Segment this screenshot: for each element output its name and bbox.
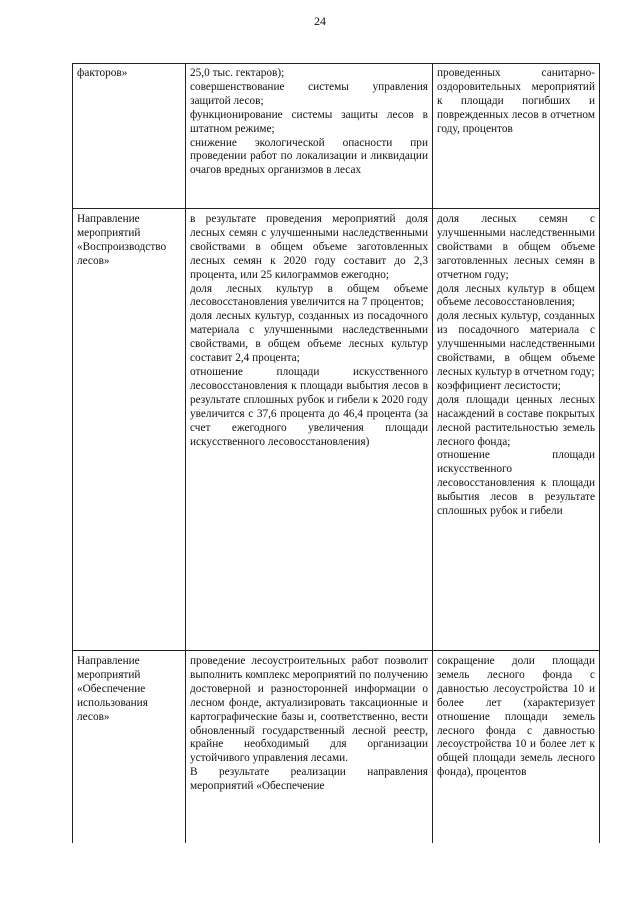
table-cell-direction [77, 67, 181, 81]
cell-paragraph: факторов» [77, 67, 128, 79]
table-cell-results [190, 655, 428, 794]
cell-paragraph: доля лесных культур в общем объеме лесовосстановления увеличится на 7 процентов; [190, 282, 428, 309]
table-cell-direction [77, 655, 181, 725]
cell-paragraph: совершенствование системы управления защитой лесов; [190, 80, 428, 107]
cell-paragraph: проведенных санитарно-оздоровительных мероприятий к площади погибших и поврежденных лесов в отчетном году, процентов [437, 67, 595, 135]
cell-paragraph: в результате проведения мероприятий доля лесных семян с улучшенными наследственными свойствами в общем объеме заготовленных лесных семян к 2020 году составит до 2,3 процента, или 25 килограммов ежегодно; [190, 213, 428, 281]
cell-paragraph: сокращение доли площади земель лесного фонда с давностью лесоустройства 10 и более лет (характеризует отношение площади земель лесного фонда с давностью лесоустройства 10 и более лет к общей площади земель лесного фонда), процентов [437, 655, 595, 779]
cell-paragraph: Направление мероприятий «Обеспечение использования лесов» [77, 655, 148, 723]
table-cell-results [190, 213, 428, 449]
cell-paragraph: доля лесных семян с улучшенными наследственными свойствами в общем объеме заготовленных лесных семян в отчетном году; [437, 213, 595, 281]
cell-paragraph: доля лесных культур, созданных из посадочного материала с улучшенными наследственными свойствами, в общем объеме лесных культур составит 2,4 процента; [190, 310, 428, 365]
table-cell-direction [77, 213, 181, 269]
table-cell-indicators [437, 655, 595, 780]
page-number: 24 [314, 14, 326, 28]
cell-paragraph: Направление мероприятий «Воспроизводство лесов» [77, 213, 167, 267]
cell-paragraph: снижение экологической опасности при проведении работ по локализации и ликвидации очагов вредных организмов в лесах [190, 136, 428, 177]
table-row-divider [72, 650, 599, 651]
cell-paragraph: отношение площади искусственного лесовосстановления к площади выбытия лесов в результате сплошных рубок и гибели [437, 449, 595, 518]
cell-paragraph: функционирование системы защиты лесов в штатном режиме; [190, 108, 428, 135]
table-row-divider [72, 208, 599, 209]
cell-paragraph: 25,0 тыс. гектаров); [190, 67, 285, 79]
cell-paragraph: доля площади ценных лесных насаждений в составе покрытых лесной растительностью земель лесного фонда; [437, 393, 595, 448]
table-border-left [72, 63, 73, 843]
cell-paragraph: проведение лесоустроительных работ позволит выполнить комплекс мероприятий по получению достоверной и разносторонней информации о лесном фонде, актуализировать таксационные и картографические базы и, соответственно, вести обновленный государственный лесной реестр, крайне необходимый для организации устойчивого управления лесами. [190, 655, 428, 765]
table-column-divider [185, 63, 186, 843]
table-cell-indicators [437, 213, 595, 519]
cell-paragraph: В результате реализации направления мероприятий «Обеспечение [190, 766, 428, 793]
cell-paragraph: доля лесных культур, созданных из посадочного материала с улучшенными наследственными свойствами, в общем объеме лесных культур в отчетном году; [437, 310, 595, 378]
table-border-top [72, 63, 599, 64]
cell-paragraph: доля лесных культур в общем объеме лесовосстановления; [437, 282, 595, 309]
cell-paragraph: коэффициент лесистости; [437, 379, 561, 392]
cell-paragraph: отношение площади искусственного лесовосстановления к площади выбытия лесов в результате сплошных рубок и гибели к 2020 году увеличится с 37,6 процента до 46,4 процента (за счет ежегодного увеличения площади искусственного лесовосстановления) [190, 365, 428, 448]
table-border-right [599, 63, 600, 843]
table-cell-indicators [437, 67, 595, 137]
table-column-divider [432, 63, 433, 843]
table-cell-results [190, 67, 428, 178]
